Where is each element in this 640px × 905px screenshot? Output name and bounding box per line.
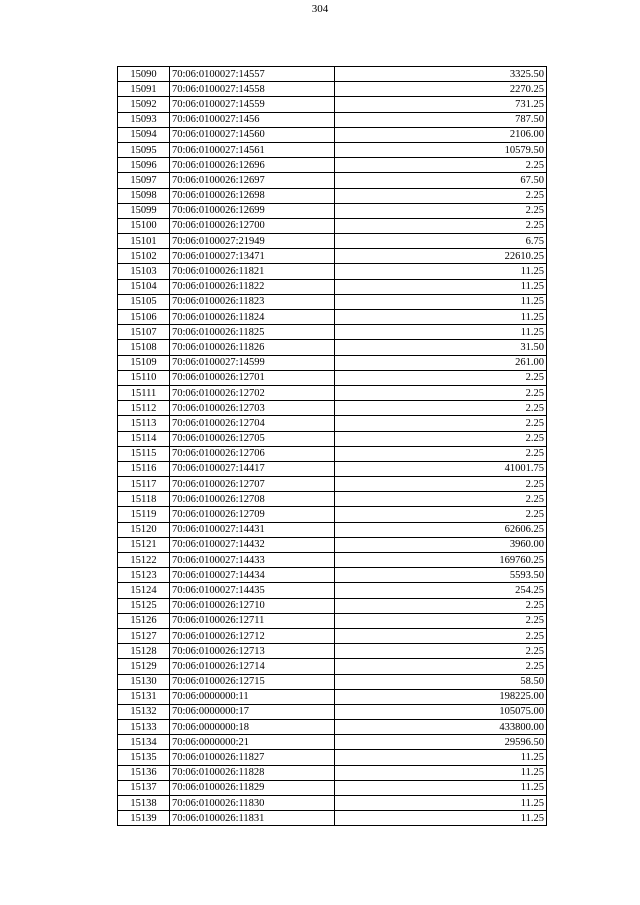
cadastral-number-cell: 70:06:0100026:11827 [170,750,335,765]
cadastral-number-cell: 70:06:0100026:12701 [170,370,335,385]
row-number-cell: 15126 [118,613,170,628]
area-value-cell: 2106.00 [335,127,547,142]
table-row [118,720,547,735]
row-number-cell: 15091 [118,82,170,97]
cadastral-number-cell: 70:06:0100026:11822 [170,279,335,294]
cadastral-number-cell: 70:06:0100026:12707 [170,477,335,492]
cadastral-number-cell: 70:06:0000000:18 [170,720,335,735]
cadastral-number-cell: 70:06:0100026:11828 [170,765,335,780]
row-number-cell: 15107 [118,325,170,340]
cadastral-number-cell: 70:06:0100026:12706 [170,446,335,461]
cadastral-number-cell: 70:06:0100027:1456 [170,112,335,127]
area-value-cell: 2.25 [335,188,547,203]
area-value-cell: 261.00 [335,355,547,370]
table-row [118,416,547,431]
row-number-cell: 15122 [118,553,170,568]
area-value-cell: 41001.75 [335,461,547,476]
row-number-cell: 15105 [118,294,170,309]
cadastral-number-cell: 70:06:0100026:11826 [170,340,335,355]
row-number-cell: 15136 [118,765,170,780]
cadastral-number-cell: 70:06:0100026:12710 [170,598,335,613]
area-value-cell: 2.25 [335,401,547,416]
row-number-cell: 15121 [118,537,170,552]
area-value-cell: 2270.25 [335,82,547,97]
area-value-cell: 2.25 [335,644,547,659]
cadastral-number-cell: 70:06:0100027:14557 [170,67,335,82]
table-row [118,294,547,309]
cadastral-number-cell: 70:06:0100026:12696 [170,158,335,173]
table-row [118,674,547,689]
table-row [118,234,547,249]
row-number-cell: 15109 [118,355,170,370]
table-row [118,158,547,173]
cadastral-number-cell: 70:06:0100026:12712 [170,628,335,643]
table-row [118,461,547,476]
table-row [118,492,547,507]
area-value-cell: 11.25 [335,294,547,309]
registry-table [117,66,547,826]
row-number-cell: 15127 [118,628,170,643]
row-number-cell: 15103 [118,264,170,279]
cadastral-number-cell: 70:06:0000000:17 [170,704,335,719]
table-row [118,188,547,203]
area-value-cell: 2.25 [335,628,547,643]
table-row [118,750,547,765]
row-number-cell: 15111 [118,385,170,400]
area-value-cell: 62606.25 [335,522,547,537]
table-row [118,583,547,598]
cadastral-number-cell: 70:06:0100027:21949 [170,234,335,249]
cadastral-number-cell: 70:06:0100027:14558 [170,82,335,97]
row-number-cell: 15117 [118,477,170,492]
table-row [118,765,547,780]
cadastral-number-cell: 70:06:0100026:12708 [170,492,335,507]
table-row [118,659,547,674]
row-number-cell: 15094 [118,127,170,142]
table-row [118,553,547,568]
cadastral-number-cell: 70:06:0100026:12702 [170,385,335,400]
row-number-cell: 15110 [118,370,170,385]
area-value-cell: 2.25 [335,370,547,385]
row-number-cell: 15112 [118,401,170,416]
row-number-cell: 15108 [118,340,170,355]
area-value-cell: 787.50 [335,112,547,127]
row-number-cell: 15116 [118,461,170,476]
row-number-cell: 15123 [118,568,170,583]
row-number-cell: 15099 [118,203,170,218]
row-number-cell: 15095 [118,142,170,157]
cadastral-number-cell: 70:06:0100026:11831 [170,811,335,826]
row-number-cell: 15120 [118,522,170,537]
area-value-cell: 10579.50 [335,142,547,157]
row-number-cell: 15130 [118,674,170,689]
cadastral-number-cell: 70:06:0100026:12705 [170,431,335,446]
area-value-cell: 3960.00 [335,537,547,552]
cadastral-number-cell: 70:06:0100026:11825 [170,325,335,340]
area-value-cell: 198225.00 [335,689,547,704]
table-row [118,264,547,279]
area-value-cell: 31.50 [335,340,547,355]
row-number-cell: 15113 [118,416,170,431]
table-row [118,127,547,142]
area-value-cell: 2.25 [335,477,547,492]
area-value-cell: 11.25 [335,310,547,325]
table-row [118,310,547,325]
table-row [118,218,547,233]
cadastral-number-cell: 70:06:0100026:11824 [170,310,335,325]
cadastral-number-cell: 70:06:0100026:12713 [170,644,335,659]
cadastral-number-cell: 70:06:0100027:14599 [170,355,335,370]
table-row [118,325,547,340]
row-number-cell: 15098 [118,188,170,203]
table-row [118,704,547,719]
row-number-cell: 15115 [118,446,170,461]
area-value-cell: 11.25 [335,750,547,765]
table-row [118,613,547,628]
cadastral-number-cell: 70:06:0100027:14431 [170,522,335,537]
table-row [118,82,547,97]
area-value-cell: 11.25 [335,780,547,795]
row-number-cell: 15101 [118,234,170,249]
table-row [118,142,547,157]
cadastral-number-cell: 70:06:0100027:14560 [170,127,335,142]
cadastral-number-cell: 70:06:0100026:11823 [170,294,335,309]
table-row [118,249,547,264]
table-row [118,340,547,355]
cadastral-number-cell: 70:06:0100027:14561 [170,142,335,157]
cadastral-number-cell: 70:06:0100026:12715 [170,674,335,689]
row-number-cell: 15102 [118,249,170,264]
cadastral-number-cell: 70:06:0100026:12697 [170,173,335,188]
table-row [118,568,547,583]
area-value-cell: 254.25 [335,583,547,598]
cadastral-number-cell: 70:06:0100027:13471 [170,249,335,264]
area-value-cell: 67.50 [335,173,547,188]
page-number: 304 [311,3,329,15]
area-value-cell: 11.25 [335,796,547,811]
table-row [118,203,547,218]
area-value-cell: 2.25 [335,218,547,233]
area-value-cell: 2.25 [335,659,547,674]
cadastral-number-cell: 70:06:0100026:12703 [170,401,335,416]
cadastral-number-cell: 70:06:0000000:21 [170,735,335,750]
area-value-cell: 2.25 [335,492,547,507]
row-number-cell: 15104 [118,279,170,294]
area-value-cell: 29596.50 [335,735,547,750]
table-row [118,522,547,537]
row-number-cell: 15137 [118,780,170,795]
table-row [118,628,547,643]
table-row [118,431,547,446]
table-row [118,780,547,795]
table-row [118,644,547,659]
row-number-cell: 15134 [118,735,170,750]
table-row [118,735,547,750]
table-row [118,446,547,461]
cadastral-number-cell: 70:06:0100027:14417 [170,461,335,476]
row-number-cell: 15131 [118,689,170,704]
cadastral-number-cell: 70:06:0100026:11830 [170,796,335,811]
area-value-cell: 433800.00 [335,720,547,735]
row-number-cell: 15097 [118,173,170,188]
table-row [118,537,547,552]
area-value-cell: 2.25 [335,446,547,461]
cadastral-number-cell: 70:06:0100027:14433 [170,553,335,568]
table-body [118,67,547,826]
area-value-cell: 6.75 [335,234,547,249]
row-number-cell: 15118 [118,492,170,507]
area-value-cell: 169760.25 [335,553,547,568]
row-number-cell: 15100 [118,218,170,233]
row-number-cell: 15138 [118,796,170,811]
cadastral-number-cell: 70:06:0100026:12709 [170,507,335,522]
area-value-cell: 2.25 [335,613,547,628]
area-value-cell: 2.25 [335,507,547,522]
cadastral-number-cell: 70:06:0100027:14432 [170,537,335,552]
table-row [118,67,547,82]
cadastral-number-cell: 70:06:0100027:14435 [170,583,335,598]
cadastral-number-cell: 70:06:0100026:12699 [170,203,335,218]
cadastral-number-cell: 70:06:0100026:11829 [170,780,335,795]
area-value-cell: 3325.50 [335,67,547,82]
table-row [118,598,547,613]
cadastral-number-cell: 70:06:0100026:12711 [170,613,335,628]
row-number-cell: 15124 [118,583,170,598]
area-value-cell: 105075.00 [335,704,547,719]
area-value-cell: 11.25 [335,765,547,780]
row-number-cell: 15090 [118,67,170,82]
table-row [118,385,547,400]
cadastral-number-cell: 70:06:0100026:12704 [170,416,335,431]
table-row [118,796,547,811]
row-number-cell: 15119 [118,507,170,522]
table-row [118,507,547,522]
cadastral-number-cell: 70:06:0100026:12700 [170,218,335,233]
row-number-cell: 15129 [118,659,170,674]
area-value-cell: 2.25 [335,158,547,173]
table-row [118,279,547,294]
row-number-cell: 15132 [118,704,170,719]
table-row [118,401,547,416]
table-row [118,811,547,826]
cadastral-number-cell: 70:06:0100026:11821 [170,264,335,279]
row-number-cell: 15135 [118,750,170,765]
row-number-cell: 15128 [118,644,170,659]
row-number-cell: 15096 [118,158,170,173]
area-value-cell: 2.25 [335,416,547,431]
table-row [118,370,547,385]
table-row [118,689,547,704]
cadastral-number-cell: 70:06:0100027:14559 [170,97,335,112]
area-value-cell: 58.50 [335,674,547,689]
row-number-cell: 15125 [118,598,170,613]
table-row [118,355,547,370]
area-value-cell: 2.25 [335,385,547,400]
table-row [118,173,547,188]
area-value-cell: 11.25 [335,811,547,826]
area-value-cell: 11.25 [335,279,547,294]
cadastral-number-cell: 70:06:0100026:12714 [170,659,335,674]
area-value-cell: 5593.50 [335,568,547,583]
table-row [118,97,547,112]
area-value-cell: 22610.25 [335,249,547,264]
row-number-cell: 15114 [118,431,170,446]
area-value-cell: 2.25 [335,431,547,446]
row-number-cell: 15092 [118,97,170,112]
area-value-cell: 11.25 [335,325,547,340]
table-row [118,112,547,127]
cadastral-number-cell: 70:06:0000000:11 [170,689,335,704]
area-value-cell: 731.25 [335,97,547,112]
row-number-cell: 15133 [118,720,170,735]
area-value-cell: 2.25 [335,203,547,218]
cadastral-number-cell: 70:06:0100026:12698 [170,188,335,203]
cadastral-number-cell: 70:06:0100027:14434 [170,568,335,583]
row-number-cell: 15139 [118,811,170,826]
table-row [118,477,547,492]
row-number-cell: 15093 [118,112,170,127]
area-value-cell: 2.25 [335,598,547,613]
row-number-cell: 15106 [118,310,170,325]
area-value-cell: 11.25 [335,264,547,279]
